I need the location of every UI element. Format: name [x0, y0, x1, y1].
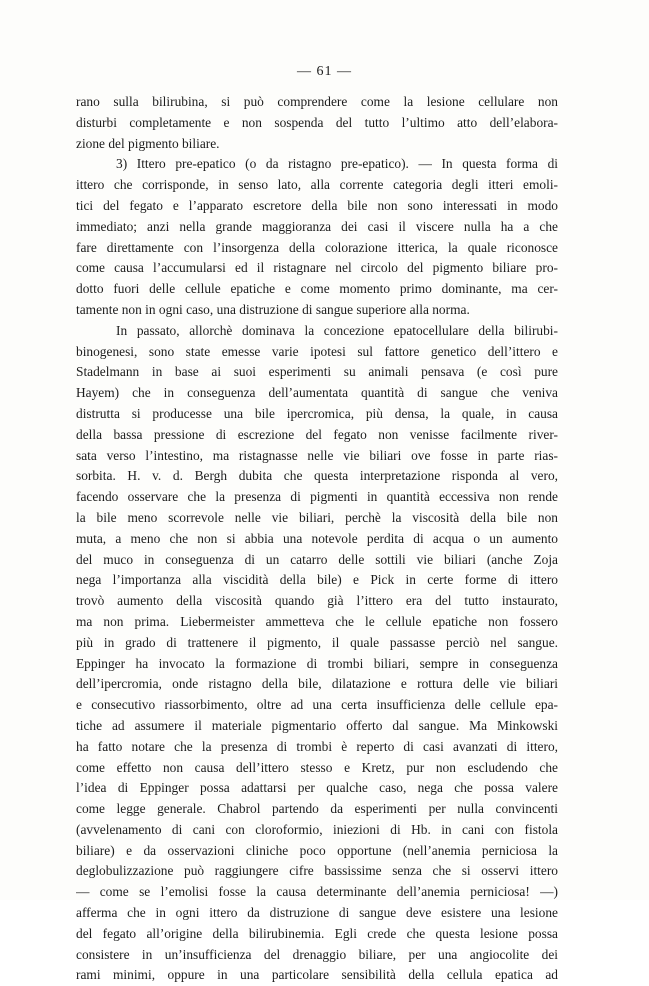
text-line: deglobulizzazione può raggiungere cifre bassissime senza che si osservi ittero [76, 863, 558, 879]
text-line: rano sulla bilirubina, si può comprendere come la lesione cellulare non [76, 94, 558, 109]
text-line: fare direttamente con l’insorgenza della colorazione itterica, la quale riconosce [76, 239, 558, 255]
text-line: rami minimi, oppure in una particolare sensibilità della cellula epatica ad [76, 967, 558, 983]
text-line: sorbita. H. v. d. Bergh dubita che questa interpretazione risponda al vero, [76, 468, 558, 484]
text-line: zione del pigmento biliare. [76, 135, 220, 151]
text-line: dotto fuori delle cellule epatiche e come momento primo dominante, ma cer- [76, 281, 558, 297]
text-line: dell’ipercromia, onde ristagno della bile, dilatazione e rottura delle vie biliari [76, 676, 558, 692]
text-line: — come se l’emolisi fosse la causa determinante dell’anemia perniciosa! —) [76, 884, 558, 900]
text-line: nega l’importanza alla viscidità della bile) e Pick in certe forme di ittero [76, 572, 558, 588]
text-line: biliare) e da osservazioni cliniche poco opportune (nell’anemia perniciosa la [76, 842, 558, 858]
page-number: — 61 — [297, 64, 352, 79]
text-line: come effetto non causa dell’ittero stesso e Kretz, pur non escludendo che [76, 759, 558, 775]
text-line: Eppinger ha invocato la formazione di trombi biliari, sempre in conseguenza [76, 655, 558, 671]
text-line: della bassa pressione di escrezione del fegato non venisse facilmente river- [76, 426, 558, 442]
text-line: tamente non in ogni caso, una distruzione di sangue superiore alla norma. [76, 301, 470, 317]
text-line: distrutta si producesse una bile ipercromica, più densa, la quale, in causa [76, 405, 558, 421]
text-line: e consecutivo riassorbimento, oltre ad una certa insufficienza delle cellule epa- [76, 697, 558, 713]
text-line: muta, a meno che non si abbia una notevole perdita di acqua o un aumento [76, 530, 558, 546]
text-line: Hayem) che in conseguenza dell’aumentata quantità di sangue che veniva [76, 385, 558, 401]
text-line: trovò aumento della viscosità quando già l’ittero era del tutto instaurato, [76, 593, 558, 609]
text-line: sata verso l’intestino, ma ristagnasse nelle vie biliari ove fosse in parte rias- [76, 447, 558, 463]
text-line: immediato; anzi nella grande maggioranza dei casi il viscere nulla ha a che [76, 218, 558, 234]
text-line: tici del fegato e l’apparato escretore della bile non sono interessati in modo [76, 197, 558, 213]
text-line: facendo osservare che la presenza di pigmenti in quantità eccessiva non rende [76, 489, 558, 505]
text-line: disturbi completamente e non sospenda del tutto l’ultimo atto dell’elabora- [76, 114, 558, 130]
text-line: (avvelenamento di cani con cloroformio, iniezioni di Hb. in cani con fistola [76, 821, 558, 837]
text-line: ha fatto notare che la presenza di trombi è reperto di casi avanzati di ittero, [76, 738, 558, 754]
text-line: Stadelmann in base ai suoi esperimenti su animali pensava (e così pure [76, 364, 558, 380]
text-line: come legge generale. Chabrol partendo da esperimenti per nulla convincenti [76, 801, 558, 817]
text-line: binogenesi, sono state emesse varie ipotesi sul fattore genetico dell’ittero e [76, 343, 558, 359]
text-line: del fegato all’origine della bilirubinemia. Egli crede che questa lesione possa [76, 925, 558, 941]
text-line: tiche ad assumere il materiale pigmentario offerto dal sangue. Ma Minkowski [76, 717, 558, 733]
text-line: la bile meno scorrevole nelle vie biliari, perchè la viscosità della bile non [76, 509, 558, 525]
text-line: consistere in un’insufficienza del drenaggio biliare, per una angiocolite dei [76, 946, 558, 962]
text-line: ma non prima. Liebermeister ammetteva che le cellule epatiche non fossero [76, 613, 558, 629]
text-line: ittero che corrisponde, in senso lato, alla corrente categoria degli itteri emoli- [76, 177, 558, 193]
text-line: come causa l’accumularsi ed il ristagnare nel circolo del pigmento biliare pro- [76, 260, 558, 276]
text-line: 3) Ittero pre-epatico (o da ristagno pre-epatico). — In questa forma di [116, 156, 558, 172]
text-line: l’idea di Eppinger possa adattarsi per qualche caso, nega che possa valere [76, 780, 558, 796]
text-line: del muco in conseguenza di un catarro delle sottili vie biliari (anche Zoja [76, 551, 558, 567]
text-line: In passato, allorchè dominava la concezione epatocellulare della bilirubi- [116, 322, 558, 338]
body-text [76, 92, 558, 986]
text-line: afferma che in ogni ittero da distruzione di sangue deve esistere una lesione [76, 905, 558, 921]
text-line: più in grado di trattenere il pigmento, il quale passasse perciò nel sangue. [76, 634, 558, 650]
